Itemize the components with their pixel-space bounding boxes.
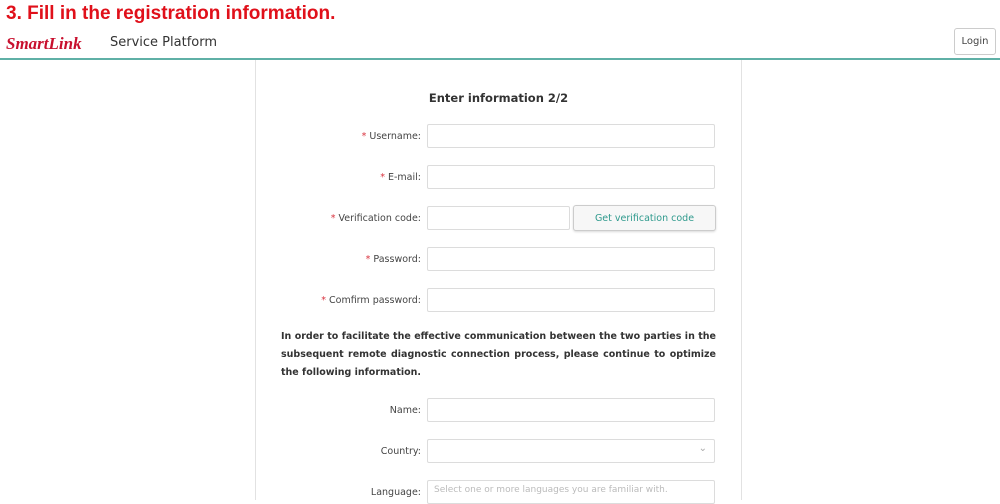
username-label: * Username:: [361, 131, 421, 142]
email-label: * E-mail:: [380, 172, 421, 183]
confirm-password-input[interactable]: [427, 288, 715, 312]
name-label: Name:: [389, 405, 421, 416]
name-input[interactable]: [427, 398, 715, 422]
required-mark: *: [380, 172, 385, 183]
brand-logo[interactable]: SmartLink: [6, 34, 82, 53]
chevron-down-icon: ⌄: [698, 443, 707, 454]
required-mark: *: [361, 131, 367, 142]
password-input[interactable]: [427, 247, 715, 271]
language-select[interactable]: [427, 480, 715, 504]
form-title: Enter information 2/2: [428, 91, 569, 105]
language-label: Language:: [370, 487, 421, 498]
instruction-title: 3. Fill in the registration information.: [6, 3, 336, 24]
optional-info-notice: In order to facilitate the effective communication between the two parties in the subsequent remote diagnostic connection process, please continue to optimize the following information.: [281, 331, 716, 378]
country-select[interactable]: [427, 439, 715, 463]
country-label: Country:: [380, 446, 421, 457]
verification-code-label: * Verification code:: [330, 213, 421, 224]
username-input[interactable]: [427, 124, 715, 148]
top-header: [0, 28, 1000, 60]
platform-name: Service Platform: [110, 35, 218, 50]
password-label: * Password:: [365, 254, 421, 265]
registration-form: [255, 60, 742, 500]
language-placeholder: Select one or more languages you are familiar with.: [434, 485, 668, 495]
confirm-password-label: * Comfirm password:: [321, 295, 421, 306]
login-button[interactable]: Login: [954, 28, 996, 55]
required-mark: *: [330, 213, 336, 224]
verification-code-input[interactable]: [427, 206, 570, 230]
get-verification-code-button[interactable]: Get verification code: [573, 205, 716, 231]
required-mark: *: [321, 295, 326, 306]
required-mark: *: [365, 254, 371, 265]
email-input[interactable]: [427, 165, 715, 189]
